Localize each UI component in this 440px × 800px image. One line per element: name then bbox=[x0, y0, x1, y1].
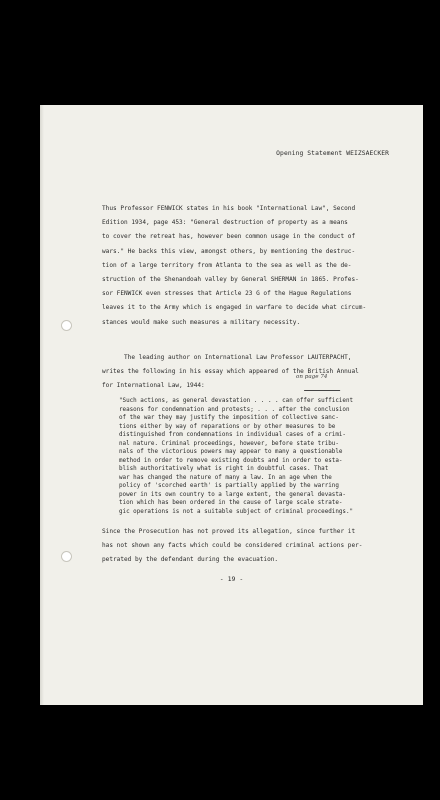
paragraph-lauterpacht bbox=[102, 351, 400, 394]
quote-line: nal nature. Criminal proceedings, however, before state tribu- bbox=[119, 440, 339, 447]
quote-line: gic operations is not a suitable subject of criminal proceedings." bbox=[119, 508, 354, 515]
text-line: Edition 1934, page 453: "General destruction of property as a means bbox=[102, 219, 348, 227]
text-line: tion of a large territory from Atlanta to the sea as well as the de- bbox=[102, 261, 352, 269]
document-page bbox=[40, 105, 423, 705]
paragraph-fenwick bbox=[102, 202, 400, 330]
text-line: Since the Prosecution has not proved its allegation, since further it bbox=[102, 528, 356, 535]
quote-line: tion which has been ordered in the cause of large scale strate- bbox=[119, 500, 343, 506]
page-header: Opening Statement WEIZSAECKER bbox=[276, 150, 389, 157]
page-number: - 19 - bbox=[219, 575, 244, 583]
text-line: to cover the retreat has, however been common usage in the conduct of bbox=[102, 233, 356, 241]
quote-line: "Such actions, as general devastation . . . . can offer sufficient bbox=[119, 398, 354, 404]
text-line: has not shown any facts which could be considered criminal actions per- bbox=[102, 542, 363, 550]
quote-line: policy of 'scorched earth' is partially applied by the warring bbox=[119, 483, 339, 489]
quote-line: nals of the victorious powers may appear to many a questionable bbox=[119, 449, 343, 455]
text-line: The leading author on International Law Professor LAUTERPACHT, bbox=[124, 354, 352, 361]
text-line: writes the following in his essay which appeared of the British Annual bbox=[102, 368, 359, 376]
text-line: Thus Professor FENWICK states in his book "International Law", Second bbox=[102, 205, 356, 212]
handwritten-insertion: on page 74 bbox=[296, 374, 328, 380]
text-line: struction of the Shenandoah valley by General SHERMAN in 1865. Profes- bbox=[102, 276, 359, 284]
page-fold-shadow bbox=[40, 105, 44, 705]
quote-line: distinguished from condemnations in individual cases of a crimi- bbox=[119, 432, 346, 438]
text-line: wars." He backs this view, amongst others, by mentioning the destruc- bbox=[102, 247, 356, 255]
text-line: stances would make such measures a military necessity. bbox=[102, 318, 301, 326]
block-quote bbox=[119, 397, 389, 516]
quote-line: power in its own country to a large extent, the general devasta- bbox=[119, 491, 346, 498]
punch-hole bbox=[61, 320, 72, 331]
quote-line: reasons for condemnation and protests; . . . after the conclusion bbox=[119, 406, 350, 413]
punch-hole bbox=[61, 551, 72, 562]
text-line: for International Law, 1944: bbox=[102, 382, 205, 390]
quote-line: tions either by way of reparations or by other measures to be bbox=[119, 423, 336, 430]
text-line: leaves it to the Army which is engaged in warfare to decide what circum- bbox=[102, 304, 367, 312]
quote-line: war has changed the nature of many a law. In an age when the bbox=[119, 474, 332, 481]
quote-line: method in order to remove existing doubts and in order to esta- bbox=[119, 457, 343, 464]
quote-line: of the war they may justify the imposition of collective sanc- bbox=[119, 415, 339, 421]
paragraph-conclusion bbox=[102, 525, 400, 568]
text-line: petrated by the defendant during the evacuation. bbox=[102, 556, 279, 564]
text-line: sor FENWICK even stresses that Article 23 G of the Hague Regulations bbox=[102, 290, 352, 298]
quote-line: blish authoritatively what is right in doubtful cases. That bbox=[119, 466, 329, 472]
